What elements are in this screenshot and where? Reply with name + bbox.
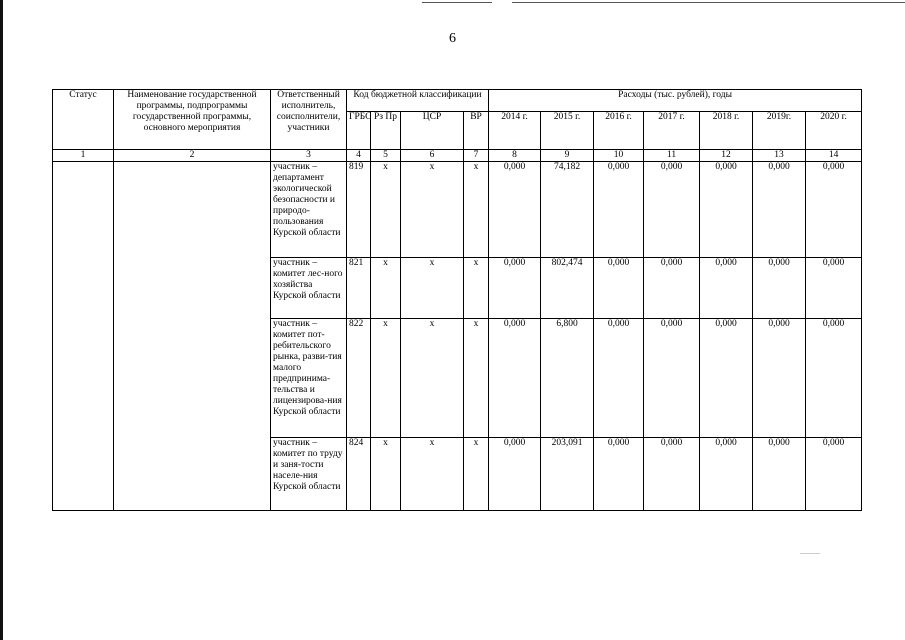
- header-year: 2015 г.: [541, 112, 594, 150]
- value-cell: 0,000: [594, 258, 644, 319]
- scan-line-top: [422, 2, 492, 3]
- header-responsible: Ответственный исполнитель, соисполнители, участники: [271, 90, 347, 150]
- value-cell: 0,000: [753, 319, 806, 438]
- participant-cell: участник – департамент экологической безопасности и природо-пользования Курской области: [271, 162, 347, 258]
- vr-cell: х: [464, 438, 489, 511]
- column-number: 14: [806, 150, 862, 162]
- header-csr: ЦСР: [401, 112, 464, 150]
- budget-table: [52, 89, 862, 511]
- csr-cell: х: [401, 438, 464, 511]
- column-number: 3: [271, 150, 347, 162]
- scan-line-top: [512, 2, 905, 3]
- page-number: 6: [449, 31, 456, 46]
- grbs-cell: 821: [347, 258, 371, 319]
- csr-cell: х: [401, 319, 464, 438]
- column-number: 6: [401, 150, 464, 162]
- column-number: 12: [700, 150, 753, 162]
- header-year: 2017 г.: [644, 112, 700, 150]
- grbs-cell: 819: [347, 162, 371, 258]
- header-year: 2019г.: [753, 112, 806, 150]
- header-grbs: ГРБС: [347, 112, 371, 150]
- value-cell: 203,091: [541, 438, 594, 511]
- status-cell: [53, 162, 114, 511]
- vr-cell: х: [464, 258, 489, 319]
- grbs-cell: 824: [347, 438, 371, 511]
- value-cell: 0,000: [594, 162, 644, 258]
- scan-artifact: [800, 553, 820, 554]
- value-cell: 0,000: [806, 258, 862, 319]
- value-cell: 74,182: [541, 162, 594, 258]
- value-cell: 0,000: [753, 438, 806, 511]
- value-cell: 802,474: [541, 258, 594, 319]
- scan-edge-left: [0, 0, 3, 640]
- grbs-cell: 822: [347, 319, 371, 438]
- value-cell: 0,000: [700, 438, 753, 511]
- value-cell: 0,000: [644, 319, 700, 438]
- column-number: 5: [371, 150, 401, 162]
- value-cell: 0,000: [806, 162, 862, 258]
- value-cell: 0,000: [489, 162, 541, 258]
- value-cell: 6,800: [541, 319, 594, 438]
- column-number: 8: [489, 150, 541, 162]
- vr-cell: х: [464, 162, 489, 258]
- participant-cell: участник – комитет пот-ребительского рынка, разви-тия малого предпринима-тельства и лицензирова-ния Курской области: [271, 319, 347, 438]
- column-number: 13: [753, 150, 806, 162]
- value-cell: 0,000: [489, 258, 541, 319]
- value-cell: 0,000: [700, 319, 753, 438]
- rzpr-cell: х: [371, 319, 401, 438]
- header-rzpr: Рз Пр: [371, 112, 401, 150]
- header-year: 2016 г.: [594, 112, 644, 150]
- value-cell: 0,000: [644, 162, 700, 258]
- table-row: [53, 162, 862, 258]
- header-name: Наименование государственной программы, подпрограммы государственной программы, основного мероприятия: [114, 90, 271, 150]
- value-cell: 0,000: [489, 438, 541, 511]
- rzpr-cell: х: [371, 438, 401, 511]
- header-year: 2018 г.: [700, 112, 753, 150]
- participant-cell: участник – комитет лес-ного хозяйства Курской области: [271, 258, 347, 319]
- participant-cell: участник – комитет по труду и заня-тости населе-ния Курской области: [271, 438, 347, 511]
- column-number: 1: [53, 150, 114, 162]
- header-budget-code: Код бюджетной классификации: [347, 90, 489, 112]
- value-cell: 0,000: [594, 438, 644, 511]
- value-cell: 0,000: [644, 258, 700, 319]
- value-cell: 0,000: [753, 258, 806, 319]
- header-status: Статус: [53, 90, 114, 150]
- name-cell: [114, 162, 271, 511]
- value-cell: 0,000: [644, 438, 700, 511]
- column-number: 4: [347, 150, 371, 162]
- header-vr: ВР: [464, 112, 489, 150]
- header-year: 2014 г.: [489, 112, 541, 150]
- value-cell: 0,000: [700, 258, 753, 319]
- column-number: 10: [594, 150, 644, 162]
- value-cell: 0,000: [806, 438, 862, 511]
- column-number: 11: [644, 150, 700, 162]
- csr-cell: х: [401, 162, 464, 258]
- value-cell: 0,000: [594, 319, 644, 438]
- value-cell: 0,000: [753, 162, 806, 258]
- column-number: 2: [114, 150, 271, 162]
- rzpr-cell: х: [371, 258, 401, 319]
- vr-cell: х: [464, 319, 489, 438]
- value-cell: 0,000: [489, 319, 541, 438]
- header-year: 2020 г.: [806, 112, 862, 150]
- value-cell: 0,000: [700, 162, 753, 258]
- value-cell: 0,000: [806, 319, 862, 438]
- column-number: 7: [464, 150, 489, 162]
- csr-cell: х: [401, 258, 464, 319]
- header-expenses: Расходы (тыс. рублей), годы: [489, 90, 862, 112]
- rzpr-cell: х: [371, 162, 401, 258]
- column-number: 9: [541, 150, 594, 162]
